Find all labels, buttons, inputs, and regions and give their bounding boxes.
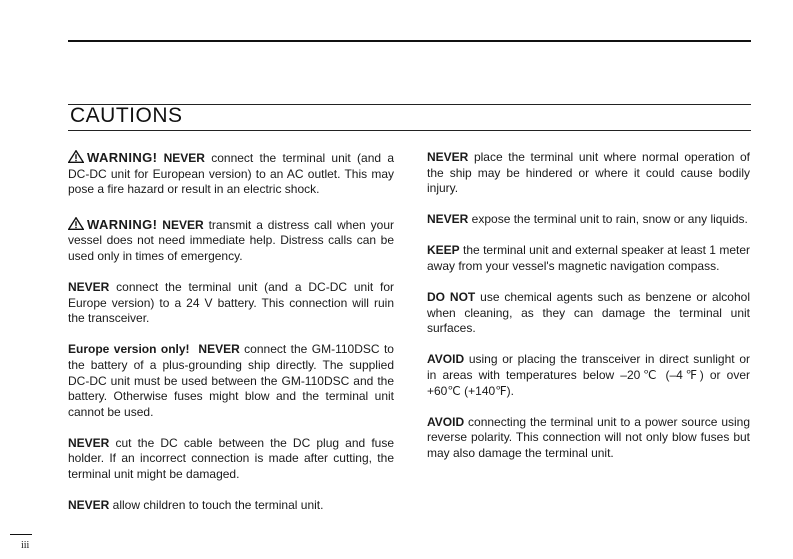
caution-text: connecting the terminal unit to a power source using reverse polarity. This connection will not only blow fuses but may also damage the terminal unit. [427,414,750,460]
warning-label: WARNING! [87,150,158,165]
caution-keyword: NEVER [163,151,205,165]
caution-keyword: NEVER [68,280,110,295]
caution-keyword: NEVER [162,217,204,232]
caution-text: expose the terminal unit to rain, snow or any liquids. [468,212,748,227]
warning-triangle-icon [68,217,84,230]
caution-text: connect the GM-110DSC to the battery of a plus-grounding ship directly. The supplied DC-DC unit must be used between the GM-110DSC and the battery. Otherwise fuses might blow and the terminal unit cannot be used. [68,342,394,419]
caution-item [68,150,394,198]
page-marker-rule [10,534,32,535]
caution-text: place the terminal unit where normal operation of the ship may be hindered or where it could cause bodily injury. [427,150,750,196]
header-rule [68,40,751,42]
title-rule-bottom [68,130,751,131]
caution-keyword: NEVER [427,212,469,227]
caution-keyword: NEVER [68,498,110,513]
caution-item [427,212,750,228]
caution-text: cut the DC cable between the DC plug and fuse holder. If an incorrect connection is made after cutting, the terminal unit might be damaged. [68,435,394,481]
caution-text: transmit a distress call when your vessel does not need immediate help. Distress calls can be used only in times of emergency. [68,217,394,263]
section-title: CAUTIONS [70,104,183,127]
caution-item [427,352,750,399]
caution-item [68,342,394,420]
caution-item [427,290,750,337]
caution-keyword: NEVER [68,435,110,450]
caution-item [68,498,394,514]
right-column [427,150,750,477]
page-number: iii [21,540,30,551]
caution-item [68,217,394,265]
caution-item [427,150,750,197]
caution-keyword: NEVER [198,342,240,357]
caution-item [427,243,750,274]
caution-item [427,415,750,462]
caution-keyword: AVOID [427,352,465,367]
caution-item [68,280,394,327]
warning-triangle-icon [68,150,84,163]
left-column [68,150,394,529]
caution-text: connect the terminal unit (and a DC-DC unit for European version) to an AC outlet. This may pose a fire hazard or result in an electric shock. [68,151,394,197]
caution-text: use chemical agents such as benzene or alcohol when cleaning, as they can damage the terminal unit surfaces. [427,290,750,336]
caution-text: using or placing the transceiver in direct sunlight or in areas with temperatures below –20℃ (–4℉) or over +60℃ (+140℉). [427,352,750,398]
caution-prefix: Europe version only! [68,342,190,357]
caution-text: connect the terminal unit (and a DC-DC unit for Europe version) to a 24 V battery. This connection will ruin the transceiver. [68,280,394,326]
caution-text: the terminal unit and external speaker at least 1 meter away from your vessel's magnetic navigation compass. [427,243,750,273]
caution-keyword: DO NOT [427,290,476,305]
caution-item [68,436,394,483]
caution-keyword: KEEP [427,243,460,258]
caution-keyword: AVOID [427,414,465,429]
warning-label: WARNING! [87,216,158,232]
caution-keyword: NEVER [427,150,469,164]
caution-text: allow children to touch the terminal unit. [109,498,324,513]
